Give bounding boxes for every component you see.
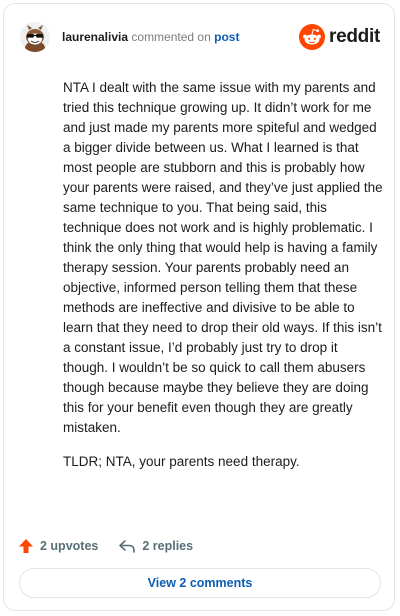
reddit-wordmark: reddit bbox=[329, 26, 380, 47]
comment-paragraph: NTA I dealt with the same issue with my parents and tried this technique growing up. It didn’t work for me and just made my parents more spiteful and wedged a bigger divide between us. What I learned is that most people are stubborn and this is probably how your parents were raised, and they’ve just applied the same technique to you. That being said, this technique does not work and is highly problematic. I think the only thing that would help is having a family therapy session. Your parents probably need an objective, informed person telling them that these methods are ineffective and divisive to be able to learn that they need to drop their old ways. If this isn’t a constant issue, I’d probably just try to drop it though. I wouldn’t be so quick to call them abusers though because maybe they believe they are doing this for your benefit even though they are greatly mistaken. bbox=[63, 80, 383, 435]
replies-button[interactable] bbox=[118, 538, 193, 554]
view-comments-button[interactable]: View 2 comments bbox=[19, 568, 381, 598]
comment-body bbox=[63, 78, 383, 486]
reddit-brand[interactable] bbox=[299, 24, 380, 50]
user-avatar[interactable] bbox=[20, 22, 50, 52]
reddit-snoo-logo-icon bbox=[299, 24, 325, 50]
comment-card bbox=[3, 3, 395, 611]
post-link[interactable]: post bbox=[214, 30, 240, 44]
upvote-button[interactable] bbox=[18, 538, 98, 554]
upvote-arrow-icon bbox=[18, 538, 34, 554]
upvote-count: 2 upvotes bbox=[40, 539, 99, 553]
comment-actions bbox=[18, 534, 213, 558]
snoo-avatar-icon bbox=[20, 22, 50, 52]
comment-action-text: commented on bbox=[131, 30, 211, 44]
reply-count: 2 replies bbox=[142, 539, 194, 553]
username[interactable]: laurenalivia bbox=[62, 30, 129, 44]
comment-header bbox=[20, 20, 380, 54]
comment-paragraph: TLDR; NTA, your parents need therapy. bbox=[63, 454, 300, 469]
comment-meta bbox=[62, 29, 299, 45]
reply-arrow-icon bbox=[118, 538, 136, 554]
